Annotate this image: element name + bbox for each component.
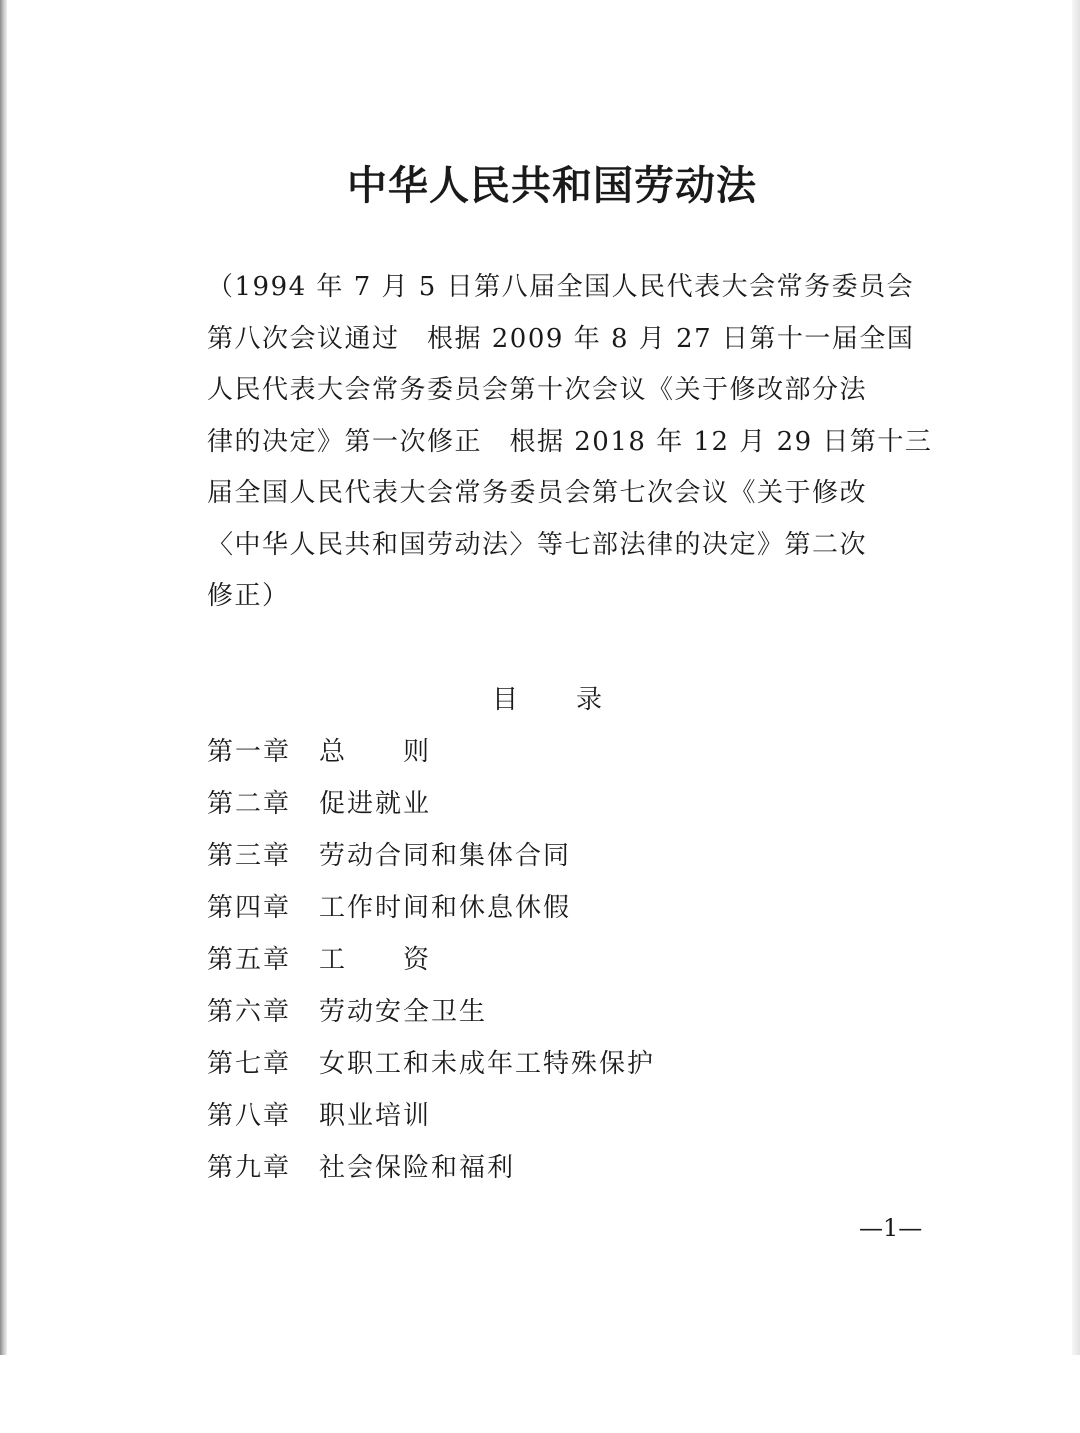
toc-item (207, 886, 655, 938)
preamble-line: （1994 年 7 月 5 日第八届全国人民代表大会常务委员会 (207, 272, 915, 302)
preamble-line: 届全国人民代表大会常务委员会第七次会议《关于修改 (207, 478, 868, 508)
toc-item (207, 1146, 655, 1198)
chapter-name: 工 资 (319, 945, 432, 975)
chapter-name: 工作时间和休息休假 (319, 893, 572, 923)
document-title: 中华人民共和国劳动法 (347, 162, 757, 209)
preamble-line: 〈中华人民共和国劳动法〉等七部法律的决定》第二次 (207, 529, 868, 560)
page-number: —1— (859, 1214, 923, 1242)
toc-item (207, 834, 655, 886)
toc-heading: 目 录 (492, 685, 605, 715)
document-page (7, 0, 1072, 1355)
chapter-name: 劳动合同和集体合同 (319, 841, 572, 871)
preamble-line: 律的决定》第一次修正 根据 2018 年 12 月 29 日第十三 (207, 426, 933, 457)
toc-item (207, 1042, 655, 1094)
page-right-shadow (1072, 0, 1080, 1355)
preamble-line: 修正） (207, 581, 290, 611)
table-of-contents (207, 730, 655, 1198)
chapter-number: 第五章 (207, 945, 292, 975)
chapter-name: 职业培训 (319, 1101, 432, 1131)
chapter-name: 总 则 (319, 737, 432, 767)
chapter-number: 第六章 (207, 997, 292, 1027)
toc-item (207, 782, 655, 834)
toc-item (207, 938, 655, 990)
chapter-name: 促进就业 (319, 789, 432, 819)
preamble-line: 人民代表大会常务委员会第十次会议《关于修改部分法 (207, 375, 868, 405)
chapter-number: 第三章 (207, 841, 292, 871)
preamble-line: 第八次会议通过 根据 2009 年 8 月 27 日第十一届全国 (207, 323, 915, 354)
page-left-shadow (0, 0, 7, 1355)
chapter-number: 第九章 (207, 1153, 292, 1183)
preamble (207, 262, 933, 623)
toc-item (207, 1094, 655, 1146)
chapter-number: 第一章 (207, 737, 292, 767)
chapter-name: 劳动安全卫生 (319, 997, 488, 1027)
bottom-margin (0, 1355, 1080, 1433)
toc-item (207, 730, 655, 782)
chapter-number: 第八章 (207, 1101, 292, 1131)
chapter-number: 第二章 (207, 789, 292, 819)
chapter-name: 女职工和未成年工特殊保护 (319, 1049, 656, 1079)
toc-item (207, 990, 655, 1042)
chapter-name: 社会保险和福利 (319, 1153, 516, 1183)
chapter-number: 第四章 (207, 893, 292, 923)
chapter-number: 第七章 (207, 1049, 292, 1079)
